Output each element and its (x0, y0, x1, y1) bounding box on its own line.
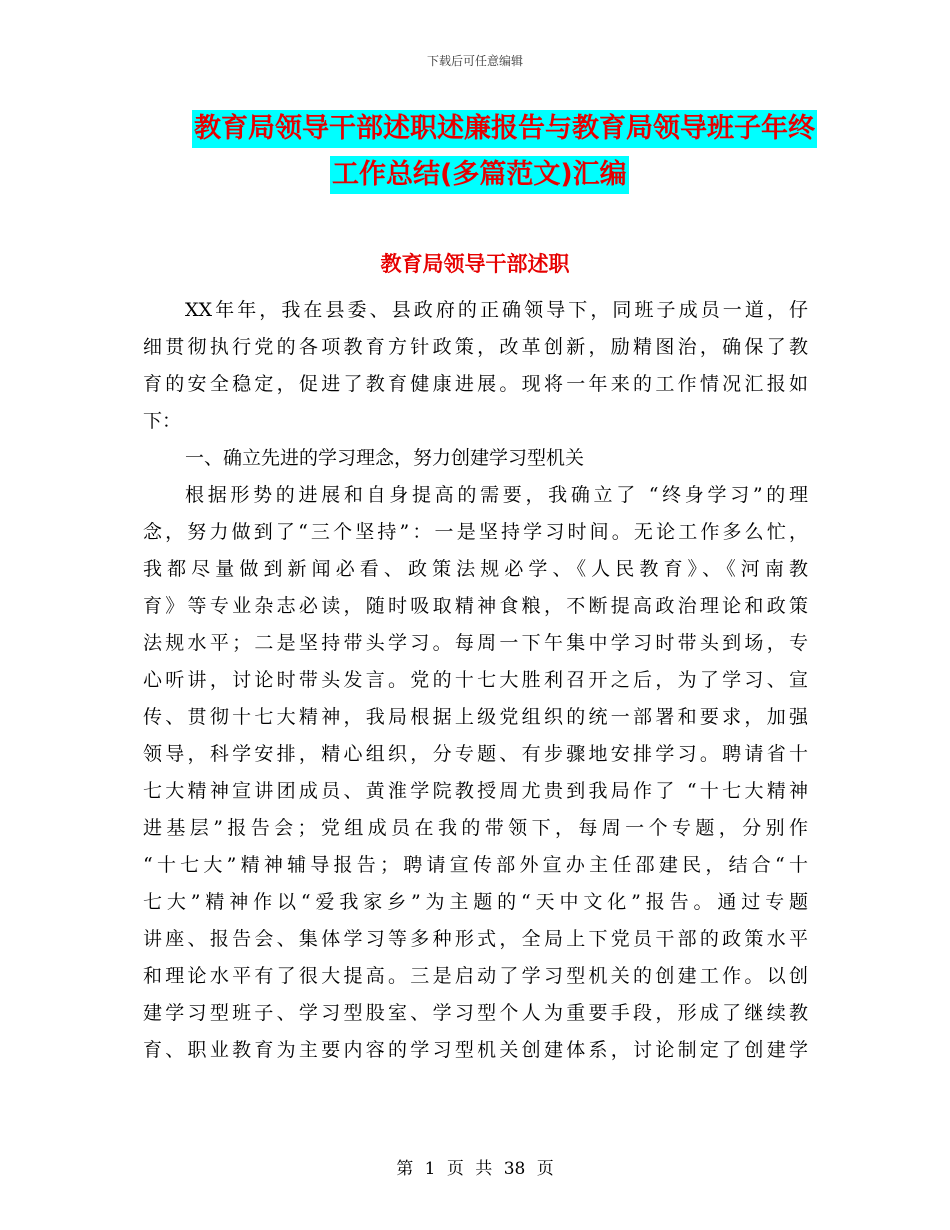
text-line: 和理论水平有了很大提高。三是启动了学习型机关的创建工作。以创 (143, 965, 808, 987)
text-line: “十七大”精神辅导报告；聘请宣传部外宣办主任邵建民，结合“十 (143, 854, 808, 876)
text-line: 讲座、报告会、集体学习等多种形式，全局上下党员干部的政策水平 (143, 928, 808, 950)
text-line: 法规水平；二是坚持带头学习。每周一下午集中学习时带头到场，专 (143, 632, 808, 654)
text-line: 根据形势的进展和自身提高的需要，我确立了 “终身学习”的理 (185, 484, 808, 506)
text-line: 育》等专业杂志必读，随时吸取精神食粮，不断提高政治理论和政策 (143, 595, 808, 617)
text-line: 下： (143, 410, 182, 432)
title-line-2: 工作总结(多篇范文)汇编 (330, 156, 629, 194)
body-text (143, 292, 808, 1069)
text-line: 育、职业教育为主要内容的学习型机关创建体系，讨论制定了创建学 (143, 1039, 808, 1061)
page-number: 第 1 页 共 38 页 (396, 1159, 554, 1179)
text-line: 领导，科学安排，精心组织，分专题、有步骤地安排学习。聘请省十 (143, 743, 808, 765)
text-line: 七大”精神作以“爱我家乡”为主题的“天中文化”报告。通过专题 (143, 891, 808, 913)
title-line-1: 教育局领导干部述职述廉报告与教育局领导班子年终 (192, 110, 817, 148)
text-line: 细贯彻执行党的各项教育方针政策，改革创新，励精图治，确保了教 (143, 336, 808, 358)
text-line: 心听讲，讨论时带头发言。党的十七大胜利召开之后，为了学习、宣 (143, 669, 808, 691)
text-line: 进基层”报告会；党组成员在我的带领下，每周一个专题，分别作 (143, 817, 808, 839)
text-line: 传、贯彻十七大精神，我局根据上级党组织的统一部署和要求，加强 (143, 706, 808, 728)
header-note: 下载后可任意编辑 (426, 54, 523, 68)
text-line: XX年年，我在县委、县政府的正确领导下，同班子成员一道，仔 (185, 299, 808, 321)
section-heading: 教育局领导干部述职 (380, 252, 570, 276)
text-line: 七大精神宣讲团成员、黄淮学院教授周尤贵到我局作了 “十七大精神 (143, 780, 808, 802)
subheading-line: 一、确立先进的学习理念，努力创建学习型机关 (185, 447, 585, 469)
text-line: 建学习型班子、学习型股室、学习型个人为重要手段，形成了继续教 (143, 1002, 808, 1024)
text-line: 育的安全稳定，促进了教育健康进展。现将一年来的工作情况汇报如 (143, 373, 808, 395)
text-line: 念，努力做到了“三个坚持”：一是坚持学习时间。无论工作多么忙， (143, 521, 808, 543)
text-line: 我都尽量做到新闻必看、政策法规必学、《人民教育》、《河南教 (143, 558, 808, 580)
